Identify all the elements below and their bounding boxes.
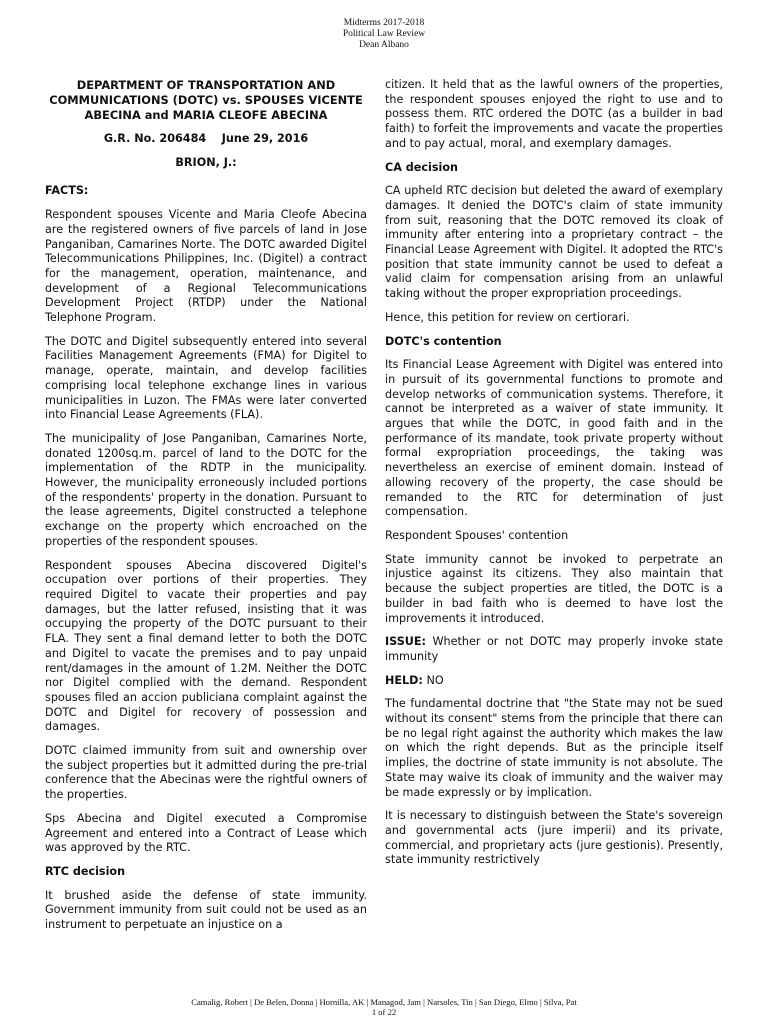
spouses-contention-paragraph: State immunity cannot be invoked to perpetrate an injustice against its citizens. They also maintain that because the subject properties are titled, the DOTC is a builder in bad faith who is deemed to have lost the improvements it introduced. [385, 552, 723, 625]
footer-authors: Camalig, Robert | De Belen, Donna | Hornilla, AK | Managod, Jam | Narsoles, Tin | San Diego, Elmo | Silva, Pat [191, 997, 577, 1007]
case-ponente: BRION, J.: [175, 155, 237, 169]
header-professor: Dean Albano [359, 40, 409, 50]
header-subject: Political Law Review [342, 29, 426, 39]
held-paragraph-1: The fundamental doctrine that "the State may not be sued without its consent" stems from the principle that there can be no legal right against the authority which makes the law on which the right depends. But as the principle itself implies, the doctrine of state immunity is not absolute. The State may waive its cloak of immunity and the waiver may be made expressly or by implication. [385, 697, 723, 799]
issue-text: Whether or not DOTC may properly invoke state immunity [385, 635, 723, 663]
rtc-paragraph-start: It brushed aside the defense of state immunity. Government immunity from suit could not be used as an instrument to perpetuate an injustice on a [45, 888, 367, 932]
header-term: Midterms 2017-2018 [343, 18, 425, 28]
held-label: HELD: [385, 673, 423, 687]
ca-paragraph-1: CA upheld RTC decision but deleted the award of exemplary damages. It denied the DOTC's claim of state immunity from suit, reasoning that the DOTC removed its cloak of immunity after entering into a proprietary contract – the Financial Lease Agreement with Digitel. It adopted the RTC's position that state immunity cannot be used to defeat a valid claim for compensation arising from an unlawful taking without the proper expropriation proceedings. [385, 184, 723, 301]
left-column [45, 78, 367, 933]
facts-paragraph-6: Sps Abecina and Digitel executed a Compromise Agreement and entered into a Contract of Lease which was approved by the RTC. [45, 811, 367, 855]
rtc-paragraph-continued: citizen. It held that as the lawful owners of the properties, the respondent spouses enjoyed the right to use and to possess them. RTC ordered the DOTC (as a builder in bad faith) to forfeit the improvements and vacate the properties and to pay actual, moral, and exemplary damages. [385, 78, 723, 150]
held-text: NO [422, 673, 444, 687]
ca-decision-heading: CA decision [385, 160, 458, 174]
footer-page-number: 1 of 22 [371, 1007, 397, 1017]
held-paragraph-2: It is necessary to distinguish between the State's sovereign and governmental acts (jure imperii) and its private, commercial, and proprietary acts (jure gestionis). Presently, state immunity restrictively [385, 809, 723, 867]
facts-paragraph-2: The DOTC and Digitel subsequently entered into several Facilities Management Agreements (FMA) for Digitel to manage, operate, maintain, and develop facilities comprising local telephone exchange lines in various municipalities in Luzon. The FMAs were later converted into Financial Lease Agreements (FLA). [45, 334, 367, 422]
ca-paragraph-2: Hence, this petition for review on certiorari. [385, 310, 630, 324]
facts-paragraph-3: The municipality of Jose Panganiban, Camarines Norte, donated 1200sq.m. parcel of land to the DOTC for the implementation of the RDTP in the municipality. However, the municipality erroneously included portions of the respondents' property in the donation. Pursuant to the lease agreements, Digitel constructed a telephone exchange on the property which encroached on the properties of the respondent spouses. [45, 431, 367, 548]
dotc-contention-heading: DOTC's contention [385, 334, 502, 348]
issue-label: ISSUE: [385, 635, 426, 649]
page-header [0, 18, 768, 51]
right-column [385, 78, 723, 868]
facts-paragraph-4: Respondent spouses Abecina discovered Digitel's occupation over portions of their properties. They required Digitel to vacate their properties and pay damages, but the latter refused, insisting that it was occupying the property of the DOTC pursuant to their FLA. They sent a final demand letter to both the DOTC and Digitel to vacate the premises and to pay unpaid rent/damages in the amount of 1.2M. Neither the DOTC nor Digitel complied with the demand. Respondent spouses filed an accion publiciana complaint against the DOTC and Digitel for recovery of possession and damages. [45, 558, 367, 734]
case-title: DEPARTMENT OF TRANSPORTATION AND COMMUNICATIONS (DOTC) vs. SPOUSES VICENTE ABECINA and MARIA CLEOFE ABECINA [49, 78, 363, 122]
rtc-decision-heading: RTC decision [45, 864, 126, 878]
held-statement [385, 674, 723, 689]
case-gr-number-date: G.R. No. 206484 June 29, 2016 [103, 132, 309, 145]
spouses-contention-heading: Respondent Spouses' contention [385, 528, 569, 542]
page-footer [0, 997, 768, 1017]
facts-paragraph-1: Respondent spouses Vicente and Maria Cleofe Abecina are the registered owners of five parcels of land in Jose Panganiban, Camarines Norte. The DOTC awarded Digitel Telecommunications Philippines, Inc. (Digitel) a contract for the management, operation, maintenance, and development of a Regional Telecommunications Development Project (RTDP) under the National Telephone Program. [45, 208, 367, 325]
facts-paragraph-5: DOTC claimed immunity from suit and ownership over the subject properties but it admitted during the pre-trial conference that the Abecinas were the rightful owners of the properties. [45, 744, 367, 802]
issue-statement [385, 635, 723, 664]
facts-heading: FACTS: [45, 184, 89, 198]
dotc-contention-paragraph: Its Financial Lease Agreement with Digitel was entered into in pursuit of its governmental functions to promote and develop networks of communication systems. Therefore, it cannot be interpreted as a waiver of state immunity. It argues that while the DOTC, in good faith and in the performance of its mandate, took private property without formal expropriation proceedings, the taking was nevertheless an exercise of eminent domain. Instead of allowing recovery of the property, the case should be remanded to the RTC for determination of just compensation. [385, 358, 723, 519]
